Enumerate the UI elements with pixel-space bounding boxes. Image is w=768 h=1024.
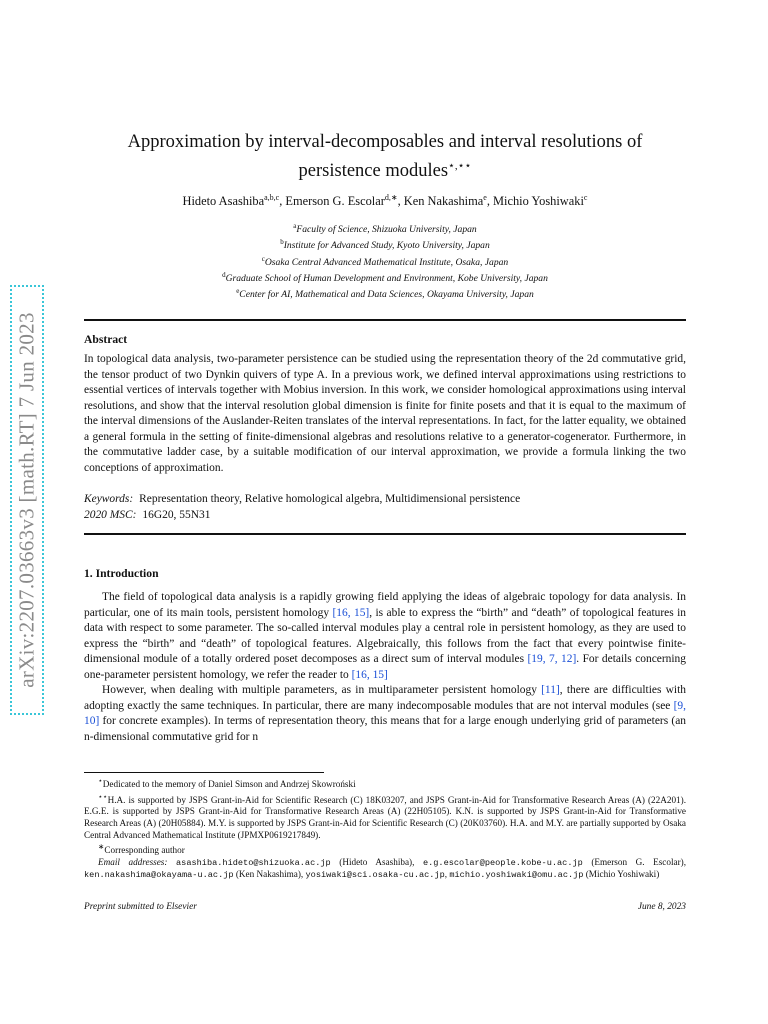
author-list [84,193,686,209]
title-line1: Approximation by interval-decomposables and interval resolutions of [127,132,643,152]
footnote-dedication: ⋆Dedicated to the memory of Daniel Simson and Andrzej Skowroński [98,776,356,790]
title-line2: persistence modules [298,161,449,182]
affiliation: $^b$Institute for Advanced Study, Kyoto University, Japan [280,238,490,252]
intro-paragraph-2 [84,683,686,745]
footnote-emails: Email addresses: asashiba.hideto@shizuoka.ac.jp (Hideto Asashiba), e.g.escolar@people.kobe-u.ac.jp (Emerson G. Escolar), ken.nakashima@okayama-u.ac.jp (Ken Nakashima), yosiwaki@sci.osaka-cu.ac.jp, michio.yoshiwaki@omu.ac.jp (Michio Yoshiwaki) [84,856,686,881]
arxiv-stamp-text: arXiv:2207.03663v3 [math.RT] 7 Jun 2023 [14,312,39,688]
footer-date: June 8, 2023 [637,902,686,912]
intro-paragraph-1 [84,590,686,683]
citation-link[interactable]: [16, 15] [351,668,388,681]
keywords-label: Keywords: [84,493,134,505]
author: Emerson G. Escolar$^{d,∗}$, [285,193,404,209]
abstract-text: In topological data analysis, two-parameter persistence can be studied using the representation theory of the 2d commutative grid, the tensor product of two Dynkin quivers of type A. In a previous work, we defined interval approximations using restrictions to essential vertices of intervals together with Mobius inversion. In this work, we consider homological approximations using interval resolutions, and show that the interval resolution global dimension is finite for finite posets and that it is equal to the maximum of the interval dimensions of the Auslander-Reiten translates of the interval representations. In fact, for the latter equality, we obtained a general formula in the setting of finite-dimensional algebras and resolutions relative to a generator-cogenerator. Furthermore, in the commutative ladder case, by a suitable modification of our interval approximation, we provide a formula linking the two conceptions of approximation. [84,353,686,474]
footnote-funding: ⋆⋆H.A. is supported by JSPS Grant-in-Aid for Scientific Research (C) 18K03207, and JSPS Grant-in-Aid for Transformative Research Areas (A) (22A201). E.G.E. is supported by JSPS Grant-in-Aid for Transformative Research Areas (A) (22H05105). K.N. is supported by JSPS Grant-in-Aid for Transformative Research Areas (A) (20H05884). M.Y. is supported by JSPS Grant-in-Aid for Scientific Research (C) (20K03760). H.A. and M.Y. are partially supported by Osaka Central Advanced Mathematical Institute (JPMXP0619217849). [84,791,686,840]
author: Ken Nakashima$^e$, [403,193,494,209]
citation-link[interactable]: [16, 15] [332,606,370,619]
author: Hideto Asashiba$^{a,b,c}$, [182,193,286,209]
citation-link[interactable]: [9, 10] [84,699,686,727]
affiliation: $^c$Osaka Central Advanced Mathematical Institute, Osaka, Japan [261,254,509,268]
affiliation: $^a$Faculty of Science, Shizuoka University, Japan [293,222,477,236]
email-label: Email addresses: [98,856,168,867]
citation-link[interactable]: [11] [541,684,560,696]
author: Michio Yoshiwaki$^c$ [493,193,588,209]
citation-link[interactable]: [19, 7, 12] [527,653,577,665]
affiliation-list [84,220,686,301]
intro-p2-text: However, when dealing with multiple parameters, as in multiparameter persistent homology [11], there are difficulties with adopting exactly the same techniques. In particular, there are many indecomposable modules that are not interval modules (see [9, 10] for concrete examples). In terms of representation theory, this means that for a large enough underlying grid of parameters (an n-dimensional commutative grid for n [84,684,686,743]
msc-text: 16G20, 55N31 [142,509,211,521]
email-link[interactable]: asashiba.hideto@shizuoka.ac.jp [176,857,331,868]
title-footnote-mark[interactable]: ⋆,⋆⋆ [448,160,472,172]
arxiv-stamp[interactable] [10,285,44,715]
email-link[interactable]: yosiwaki@sci.osaka-cu.ac.jp [305,870,445,881]
page-footer [84,902,686,912]
paper-title [84,130,686,183]
section-heading-introduction: 1. Introduction [84,567,159,580]
keywords-text: Representation theory, Relative homological algebra, Multidimensional persistence [139,493,521,505]
footnote-rule [84,772,324,773]
affiliation: $^e$Center for AI, Mathematical and Data Sciences, Okayama University, Japan [236,287,534,301]
abstract-bottom-rule [84,533,686,535]
email-link[interactable]: e.g.escolar@people.kobe-u.ac.jp [422,857,583,868]
affiliation: $^d$Graduate School of Human Development and Environment, Kobe University, Japan [222,270,548,285]
email-link[interactable]: michio.yoshiwaki@omu.ac.jp [449,870,584,881]
msc-label: 2020 MSC: [84,509,137,521]
abstract-heading: Abstract [84,333,128,346]
email-link[interactable]: ken.nakashima@okayama-u.ac.jp [84,870,234,881]
footer-preprint: Preprint submitted to Elsevier [84,902,197,912]
intro-p1-text: The field of topological data analysis is a rapidly growing field applying the ideas of algebraic topology for data analysis. In particular, one of its main tools, persistent homology [16, 15], is able to express the “birth” and “death” of topological features in data with respect to some parameter. The so-called interval modules play a central role in persistent homology, as they are used to express the “birth” and “death” of topological features. Algebraically, this follows from the fact that every pointwise finite-dimensional module of a totally ordered poset decomposes as a direct sum of interval modules [19, 7, 12]. For details concerning one-parameter persistent homology, we refer the reader to [16, 15] [84,591,687,681]
footnotes [84,775,686,882]
msc-codes [84,508,686,524]
footnote-corresponding: ∗Corresponding author [98,842,185,856]
abstract-top-rule [84,319,686,321]
keywords [84,492,686,508]
